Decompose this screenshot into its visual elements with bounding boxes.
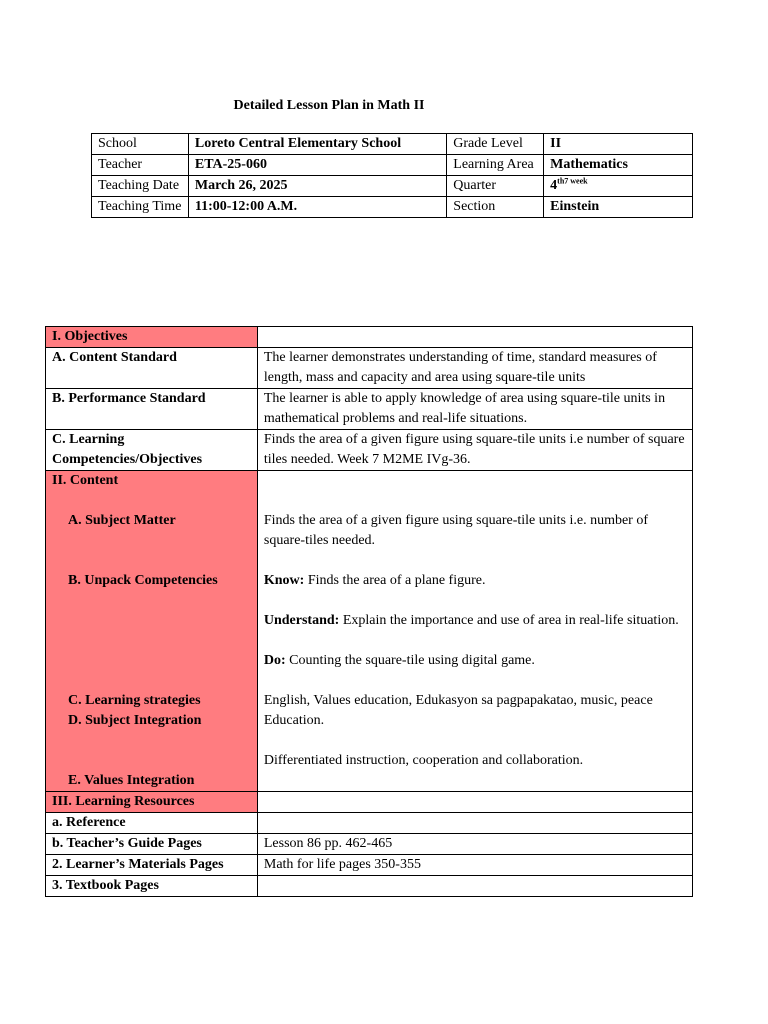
textbook-label: 3. Textbook Pages xyxy=(46,876,258,897)
content-section xyxy=(46,471,258,792)
teachers-guide-label: b. Teacher’s Guide Pages xyxy=(46,834,258,855)
subject-matter-text: Finds the area of a given figure using square-tile units i.e. number of square-tiles needed. xyxy=(263,513,648,548)
reference-empty xyxy=(257,813,692,834)
subject-integration-text: English, Values education, Edukasyon sa pagpapakatao, music, peace Education. xyxy=(263,693,653,728)
table-row xyxy=(46,834,693,855)
do-label: Do: xyxy=(263,653,286,668)
understand-label: Understand: xyxy=(263,613,340,628)
table-row xyxy=(46,876,693,897)
quarter-label: Quarter xyxy=(447,176,544,197)
understand-text: Explain the importance and use of area in real-life situation. xyxy=(339,613,679,628)
know-text: Finds the area of a plane figure. xyxy=(304,573,486,588)
reference-label: a. Reference xyxy=(46,813,258,834)
page-title: Detailed Lesson Plan in Math II xyxy=(233,98,425,113)
area-label: Learning Area xyxy=(447,155,544,176)
subject-integration-label: D. Subject Integration xyxy=(68,713,202,728)
competencies-text: Finds the area of a given figure using square-tile units i.e number of square tiles needed. Week 7 M2ME IVg-36. xyxy=(257,430,692,471)
table-row xyxy=(46,471,693,792)
quarter-number: 4 xyxy=(550,178,558,193)
date-label: Teaching Date xyxy=(92,176,189,197)
teachers-guide-text: Lesson 86 pp. 462-465 xyxy=(257,834,692,855)
learners-materials-text: Math for life pages 350-355 xyxy=(257,855,692,876)
table-row xyxy=(92,134,693,155)
table-row xyxy=(46,327,693,348)
do-line xyxy=(264,651,686,671)
section-label: Section xyxy=(447,197,544,218)
understand-line xyxy=(264,611,686,631)
content-heading: II. Content xyxy=(52,473,119,488)
values-integration-text: Differentiated instruction, cooperation and collaboration. xyxy=(263,753,584,768)
table-row xyxy=(92,197,693,218)
do-text: Counting the square-tile using digital game. xyxy=(285,653,535,668)
table-row xyxy=(92,176,693,197)
resources-heading: III. Learning Resources xyxy=(46,792,258,813)
time-label: Teaching Time xyxy=(92,197,189,218)
time-value: 11:00-12:00 A.M. xyxy=(188,197,446,218)
teacher-label: Teacher xyxy=(92,155,189,176)
quarter-week: th7 week xyxy=(557,176,588,186)
quarter-value xyxy=(544,176,693,197)
table-row xyxy=(92,155,693,176)
performance-standard-text: The learner is able to apply knowledge of area using square-tile units in mathematical problems and real-life situations. xyxy=(257,389,692,430)
table-row xyxy=(46,813,693,834)
resources-empty xyxy=(257,792,692,813)
objectives-empty xyxy=(257,327,692,348)
values-integration-label: E. Values Integration xyxy=(68,773,195,788)
learning-strategies-label: C. Learning strategies xyxy=(68,693,201,708)
grade-label: Grade Level xyxy=(447,134,544,155)
teacher-value: ETA-25-060 xyxy=(188,155,446,176)
lesson-plan-table xyxy=(45,326,693,897)
table-row xyxy=(46,855,693,876)
school-label: School xyxy=(92,134,189,155)
know-label: Know: xyxy=(263,573,305,588)
objectives-heading: I. Objectives xyxy=(46,327,258,348)
unpack-competencies-label: B. Unpack Competencies xyxy=(68,573,218,588)
table-row xyxy=(46,348,693,389)
competencies-label: C. Learning Competencies/Objectives xyxy=(46,430,258,471)
table-row xyxy=(46,389,693,430)
date-value: March 26, 2025 xyxy=(188,176,446,197)
grade-value: II xyxy=(544,134,693,155)
table-row xyxy=(46,430,693,471)
subject-matter-label: A. Subject Matter xyxy=(68,513,176,528)
section-value: Einstein xyxy=(544,197,693,218)
content-details xyxy=(257,471,692,792)
area-value: Mathematics xyxy=(544,155,693,176)
know-line xyxy=(264,571,686,591)
content-standard-label: A. Content Standard xyxy=(46,348,258,389)
info-table xyxy=(91,133,693,218)
textbook-empty xyxy=(257,876,692,897)
content-standard-text: The learner demonstrates understanding of time, standard measures of length, mass and capacity and area using square-tile units xyxy=(257,348,692,389)
learners-materials-label: 2. Learner’s Materials Pages xyxy=(46,855,258,876)
school-value: Loreto Central Elementary School xyxy=(188,134,446,155)
performance-standard-label: B. Performance Standard xyxy=(46,389,258,430)
table-row xyxy=(46,792,693,813)
